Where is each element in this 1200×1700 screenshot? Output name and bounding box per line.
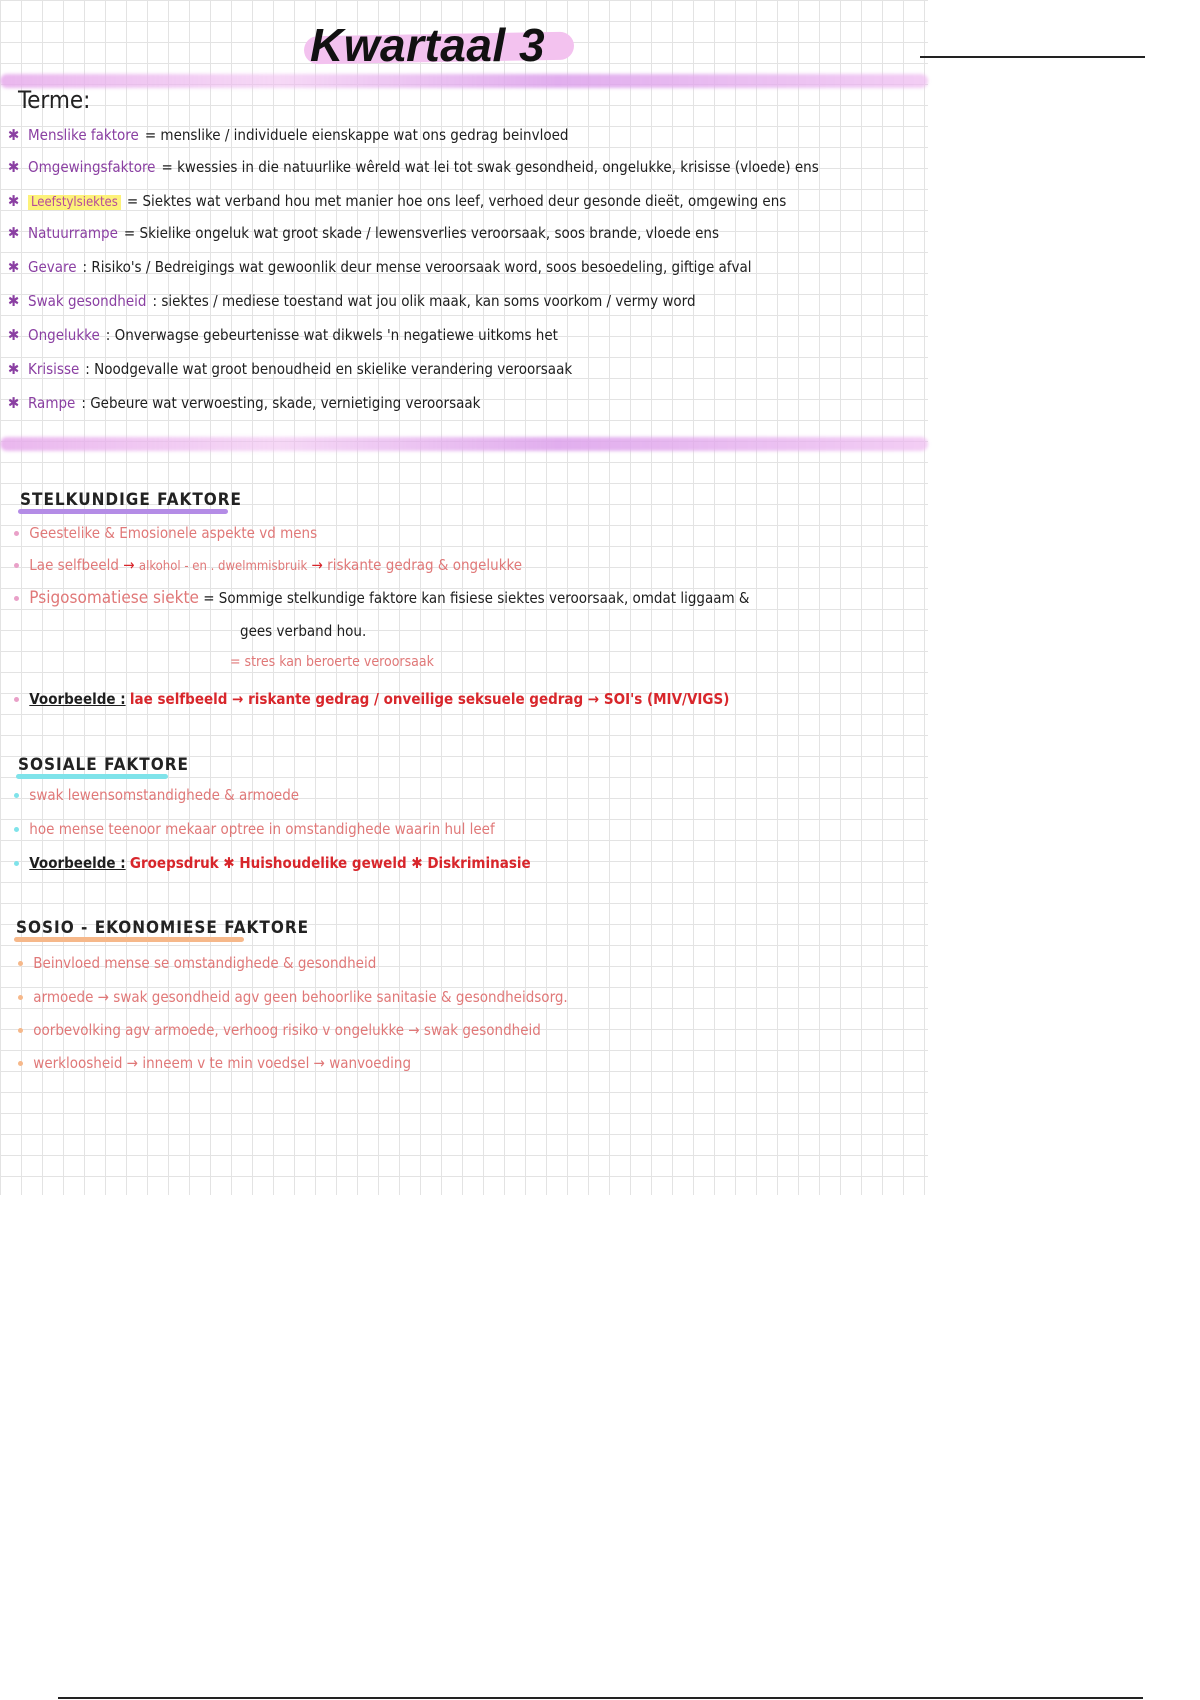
heading-text: SOSIALE FAKTORE (18, 755, 189, 775)
heading-text: SOSIO - EKONOMIESE FAKTORE (16, 918, 310, 938)
divider-brush-bottom (0, 437, 928, 451)
ampersand: & (437, 556, 449, 574)
term-sep: : (82, 258, 88, 276)
note-line (14, 820, 495, 838)
star-icon: ✱ (8, 394, 20, 412)
note-line (18, 954, 376, 972)
term-name: Rampe (28, 394, 76, 412)
star-icon: ✱ (8, 224, 20, 242)
heading-text: STELKUNDIGE FAKTORE (20, 490, 242, 510)
note-line (18, 1054, 411, 1072)
term-sep: : (81, 394, 86, 412)
arrow-icon: → (123, 556, 135, 574)
divider-brush-top (0, 74, 928, 88)
bullet-dot (18, 1061, 23, 1066)
term-definition: Siektes wat verband hou met manier hoe ons leef, verhoed deur gesonde dieët, omgewing ens (142, 192, 787, 210)
note-text: oorbevolking agv armoede, verhoog risiko v ongelukke → swak gesondheid (33, 1021, 541, 1039)
section-heading-sosio-ekonomiese (14, 918, 313, 940)
example-text: lae selfbeeld → riskante gedrag / onveilige seksuele gedrag → SOI's (MIV/VIGS) (129, 690, 730, 708)
term-name: Gevare (28, 258, 77, 276)
bullet-dot (14, 697, 19, 702)
example-label: Voorbeelde : (29, 854, 126, 872)
note-line (14, 588, 749, 608)
term-row (8, 192, 786, 210)
note-text: swak lewensomstandighede & armoede (29, 786, 300, 804)
term-definition: Onverwagse gebeurtenisse wat dikwels 'n negatiewe uitkoms het (114, 326, 558, 344)
star-icon: ✱ (8, 292, 20, 310)
note-text: werkloosheid → inneem v te min voedsel → wanvoeding (33, 1054, 412, 1072)
star-icon: ✱ (8, 158, 20, 176)
note-text: Geestelike (29, 524, 101, 542)
bullet-dot (14, 563, 19, 568)
term-name: Swak gesondheid (28, 292, 147, 310)
section-heading-sosiale (16, 755, 193, 777)
page-title: Kwartaal 3 (310, 19, 546, 71)
bullet-dot (18, 1028, 23, 1033)
note-line (18, 988, 568, 1006)
term-definition: Gebeure wat verwoesting, skade, vernietiging veroorsaak (90, 394, 481, 412)
note-text: armoede → swak gesondheid agv geen behoorlike sanitasie & gesondheidsorg. (33, 988, 568, 1006)
bullet-dot (14, 596, 19, 601)
section-heading-stelkundige (18, 490, 246, 512)
note-text: alkohol - en . dwelmmisbruik (138, 559, 308, 574)
term-sep: : (105, 326, 111, 344)
footer-rule (58, 1697, 1143, 1699)
term-sep: = (123, 224, 136, 242)
term-name: Krisisse (28, 360, 80, 378)
term-row (8, 258, 752, 276)
bullet-dot (14, 861, 19, 866)
term-definition: Risiko's / Bedreigings wat gewoonlik deur mense veroorsaak word, soos besoedeling, giftige afval (91, 258, 752, 276)
term-row (8, 224, 719, 242)
bullet-dot (14, 827, 19, 832)
star-icon: ✱ (8, 258, 20, 276)
term-name: Natuurrampe (28, 224, 118, 242)
term-sep: = (126, 192, 139, 210)
term-row (8, 394, 480, 412)
term-sep: : (152, 292, 158, 310)
term-definition: siektes / mediese toestand wat jou olik maak, kan soms voorkom / vermy word (161, 292, 696, 310)
example-line (14, 854, 531, 872)
term-row (8, 292, 696, 310)
ampersand: & (104, 524, 115, 542)
bullet-dot (14, 793, 19, 798)
term-definition: menslike / individuele eienskappe wat ons gedrag beinvloed (160, 126, 569, 144)
term-row (8, 126, 568, 144)
note-line (14, 786, 299, 804)
star-icon: ✱ (8, 126, 20, 144)
example-label: Voorbeelde : (29, 690, 126, 708)
term-sep: = (161, 158, 173, 176)
term-name: Omgewingsfaktore (28, 158, 156, 176)
note-text: ongelukke (452, 556, 523, 574)
term-name: Leefstylsiektes (28, 195, 121, 210)
bullet-dot (18, 995, 23, 1000)
term-row (8, 326, 558, 344)
note-text: Beinvloed mense se omstandighede & gesondheid (33, 954, 377, 972)
term-definition: kwessies in die natuurlike wêreld wat lei tot swak gesondheid, ongelukke, krisisse (vloede) ens (177, 158, 819, 176)
note-text: riskante gedrag (327, 556, 434, 574)
note-text: Lae selfbeeld (29, 556, 120, 574)
header-rule (920, 56, 1145, 58)
term-definition: Skielike ongeluk wat groot skade / lewensverlies veroorsaak, soos brande, vloede ens (139, 224, 720, 242)
note-line (14, 524, 317, 542)
note-continuation: gees verband hou. (240, 622, 367, 640)
note-line (14, 556, 522, 574)
term-row (8, 158, 819, 176)
star-icon: ✱ (8, 192, 20, 210)
terms-heading: Terme: (18, 86, 91, 114)
term-name: Menslike faktore (28, 126, 139, 144)
note-line (18, 1021, 541, 1039)
bullet-dot (14, 531, 19, 536)
note-text: Emosionele aspekte vd mens (119, 524, 318, 542)
bullet-dot (18, 961, 23, 966)
term-sep: : (85, 360, 90, 378)
star-icon: ✱ (8, 360, 20, 378)
note-text: Psigosomatiese siekte (29, 588, 199, 608)
term-row (8, 360, 572, 378)
term-name: Ongelukke (28, 326, 100, 344)
note-text: hoe mense teenoor mekaar optree in omstandighede waarin hul leef (29, 820, 495, 838)
title-block (310, 18, 545, 72)
note-sep: = (203, 589, 215, 607)
term-sep: = (144, 126, 157, 144)
term-definition: Noodgevalle wat groot benoudheid en skielike verandering veroorsaak (94, 360, 573, 378)
note-continuation: = stres kan beroerte veroorsaak (230, 654, 434, 670)
example-line (14, 690, 729, 708)
arrow-icon: → (311, 556, 323, 574)
example-text: Groepsdruk ✱ Huishoudelike geweld ✱ Diskriminasie (129, 854, 531, 872)
star-icon: ✱ (8, 326, 20, 344)
note-text: Sommige stelkundige faktore kan fisiese siektes veroorsaak, omdat liggaam & (218, 589, 750, 607)
